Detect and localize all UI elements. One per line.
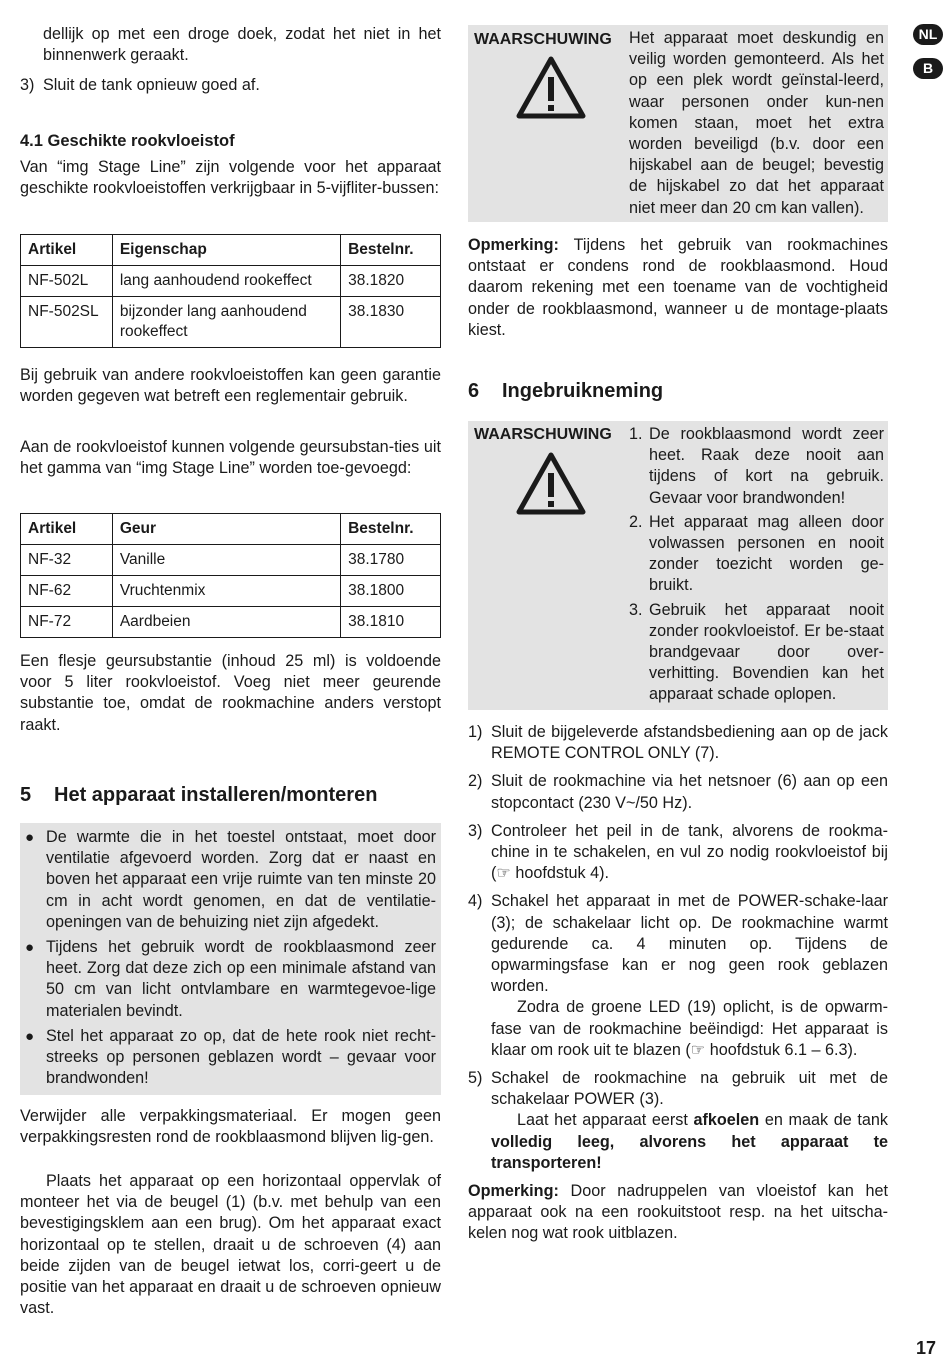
list-item xyxy=(25,827,436,933)
table-cell: 38.1830 xyxy=(341,297,441,348)
table-row xyxy=(21,545,441,576)
table-cell: 38.1810 xyxy=(341,607,441,638)
step-text: Sluit de rookmachine via het netsnoer (6) aan op een stopcontact (230 V~/50 Hz). xyxy=(491,772,888,812)
page-number: 17 xyxy=(916,1338,937,1358)
step-text: Schakel het apparaat in met de POWER-schake-laar (3); de schakelaar licht op. De rookmachine warmt gedurende ca. 4 minuten op. Tijdens de opwarmingsfase kan er nog geen rook geblazen worden. xyxy=(491,892,888,996)
bullet-text: De warmte die in het toestel ontstaat, moet door ventilatie afgevoerd worden. Zorg dat er naast en boven het apparaat een vrije ruimte van ten minste 20 cm in acht wordt genomen, en dat de ventilatie-openingen van de behuizing niet zijn afgedekt. xyxy=(46,828,436,931)
list-item xyxy=(25,1026,436,1090)
list-item xyxy=(25,937,436,1022)
step-3 xyxy=(20,75,441,96)
warning-box-mounting xyxy=(468,25,888,222)
intro-continuation: dellijk op met een droge doek, zodat het niet in het binnenwerk geraakt. xyxy=(43,25,441,65)
note-text: Tijdens het gebruik van rookmachines ontstaat er condens rond de rookblaasmond. Houd daarom rekening met een toename van de vochtigheid onder de rookblaasmond, wanneer u de montage-plaats kiest. xyxy=(468,236,888,339)
list-item xyxy=(468,722,888,764)
bullet-icon: ● xyxy=(25,1027,35,1045)
table-row xyxy=(21,297,441,348)
list-item xyxy=(468,891,888,1061)
warning-label: WAARSCHUWING xyxy=(474,31,612,48)
bullet-text: Tijdens het gebruik wordt de rookblaasmond zeer heet. Zorg dat deze zich op een minimale afstand van 50 cm van licht ontvlambare en warmtegevoe-lige materialen bevindt. xyxy=(46,938,436,1020)
table-cell: Aardbeien xyxy=(112,607,340,638)
text-run: Laat het apparaat eerst xyxy=(517,1111,694,1130)
item-text: De rookblaasmond wordt zeer heet. Raak deze nooit aan tijdens of kort na gebruik. Gevaar voor brandwonden! xyxy=(649,425,884,507)
warning-triangle-icon xyxy=(516,55,586,119)
step-text-group xyxy=(491,1068,888,1174)
list-item xyxy=(468,1068,888,1174)
warning-box-usage xyxy=(468,421,888,710)
bullet-icon: ● xyxy=(25,939,35,957)
language-badge-b: B xyxy=(913,58,943,79)
table-header: Bestelnr. xyxy=(341,514,441,545)
table-row xyxy=(21,607,441,638)
note-label: Opmerking: xyxy=(468,236,559,254)
table-header: Eigenschap xyxy=(112,235,340,266)
warning-triangle-icon xyxy=(516,451,586,515)
warning-list xyxy=(629,424,884,706)
list-item xyxy=(468,821,888,885)
table-header-row xyxy=(21,235,441,266)
note-label: Opmerking: xyxy=(468,1182,559,1201)
step-number: 5) xyxy=(468,1069,483,1088)
table-header: Artikel xyxy=(21,514,113,545)
table-cell: 38.1800 xyxy=(341,576,441,607)
section-title: Ingebruikneming xyxy=(502,380,664,402)
section-number: 5 xyxy=(20,784,32,806)
section-title: Het apparaat installeren/monteren xyxy=(54,784,378,806)
table-cell: Vruchtenmix xyxy=(112,576,340,607)
table-cell: Vanille xyxy=(112,545,340,576)
table-header: Bestelnr. xyxy=(341,235,441,266)
note-condens xyxy=(468,235,888,341)
table-cell: NF-72 xyxy=(21,607,113,638)
table-cell: 38.1780 xyxy=(341,545,441,576)
emphasis: afkoelen xyxy=(693,1111,760,1130)
list-item xyxy=(629,512,884,597)
table-cell: NF-502SL xyxy=(21,297,113,348)
table-header: Geur xyxy=(112,514,340,545)
section-5-heading xyxy=(20,785,377,806)
table-row xyxy=(21,576,441,607)
list-item xyxy=(629,424,884,509)
table-cell: lang aanhoudend rookeffect xyxy=(112,266,340,297)
warning-label: WAARSCHUWING xyxy=(474,426,612,443)
step-text-extra: Zodra de groene LED (19) oplicht, is de opwarm-fase van de rookmachine beëindigd: Het apparaat is klaar om rook uit te blazen (☞ hoofdstuk 6.1 – 6.3). xyxy=(491,998,888,1059)
table-row xyxy=(21,266,441,297)
step-text: Sluit de tank opnieuw goed af. xyxy=(43,76,260,94)
item-text: Het apparaat mag alleen door volwassen personen en nooit zonder toezicht worden ge-bruikt. xyxy=(649,512,884,595)
table-cell: NF-32 xyxy=(21,545,113,576)
section-4-1-heading: 4.1 Geschikte rookvloeistof xyxy=(20,132,235,150)
list-item xyxy=(468,771,888,813)
item-number: 3. xyxy=(629,600,643,619)
step-number: 1) xyxy=(468,723,483,741)
step-number: 3) xyxy=(468,821,483,840)
section-6-heading xyxy=(468,381,663,402)
bullet-icon: ● xyxy=(25,829,35,846)
step-number: 2) xyxy=(468,772,483,791)
note-nadruppelen xyxy=(468,1181,888,1245)
paragraph-geur: Aan de rookvloeistof kunnen volgende geursubstan-ties uit het gamma van “img Stage Line” worden toe-gevoegd: xyxy=(20,438,441,478)
table-cell: bijzonder lang aanhoudend rookeffect xyxy=(112,297,340,348)
emphasis: volledig leeg, alvorens het apparaat te transporteren! xyxy=(491,1132,888,1172)
bullet-text: Stel het apparaat zo op, dat de hete rook niet recht-streeks op personen geblazen wordt – gevaar voor brandwonden! xyxy=(46,1026,436,1088)
table-header: Artikel xyxy=(21,235,113,266)
step-text: Controleer het peil in de tank, alvorens de rookma-chine in te schakelen, en vul zo nodig rookvloeistof bij (☞ hoofdstuk 4). xyxy=(491,821,888,883)
warning-text: Het apparaat moet deskundig en veilig worden gemonteerd. Als het op een plek wordt geïnstal-leerd, waar personen onder kun-nen komen staan, moet het extra worden beveiligd (b.v. door een hijskabel aan de beugel; bevestig de hijskabel zo dat het apparaat niet meer dan 20 cm kan vallen). xyxy=(629,29,884,217)
section-number: 6 xyxy=(468,380,480,402)
note-text: Door nadruppelen van vloeistof kan het apparaat ook na een rookuitstoot resp. na het uitscha-kelen nog wat rook uitblazen. xyxy=(468,1182,888,1243)
table-cell: NF-62 xyxy=(21,576,113,607)
item-number: 2. xyxy=(629,512,643,531)
operation-steps xyxy=(468,722,888,1252)
table-header-row xyxy=(21,514,441,545)
scent-table xyxy=(20,513,441,638)
list-item xyxy=(629,600,884,706)
paragraph-plaats: Plaats het apparaat op een horizontaal oppervlak of monteer het via de beugel (1) (b.v. met behulp van een bevestigingsklem aan een brug). Om het apparaat exact horizontaal op te stellen, draait u de schroeven (4) aan beide zijden van de beugel ietwat los, corri-geert u de positie van het apparaat en draait u de schroeven opnieuw vast. xyxy=(20,1172,441,1318)
step-text-group xyxy=(491,891,888,1061)
step-number: 3) xyxy=(20,76,35,94)
step-text: Schakel de rookmachine na gebruik uit met de schakelaar POWER (3). xyxy=(491,1069,888,1109)
item-text: Gebruik het apparaat nooit zonder rookvloeistof. Er be-staat brandgevaar door over-verhitting. Bovendien kan het apparaat schade oplopen. xyxy=(649,600,884,704)
paragraph-verpakking: Verwijder alle verpakkingsmateriaal. Er mogen geen verpakkingsresten rond de rookblaasmond blijven lig-gen. xyxy=(20,1107,441,1147)
item-number: 1. xyxy=(629,425,643,443)
step-text: Sluit de bijgeleverde afstandsbediening aan op de jack REMOTE CONTROL ONLY (7). xyxy=(491,723,888,763)
table-cell: NF-502L xyxy=(21,266,113,297)
step-text-extra xyxy=(491,1110,888,1174)
language-badge-nl: NL xyxy=(913,24,943,45)
fluid-table xyxy=(20,234,441,348)
text-run: en maak de tank xyxy=(759,1111,889,1130)
paragraph-flesje: Een flesje geursubstantie (inhoud 25 ml) is voldoende voor 5 liter rookvloeistof. Voeg niet meer geurende substantie toe, omdat de rookmachine anders verstopt raakt. xyxy=(20,652,441,734)
table-cell: 38.1820 xyxy=(341,266,441,297)
safety-bullets-box xyxy=(20,823,441,1095)
section-4-1-intro: Van “img Stage Line” zijn volgende voor het apparaat geschikte rookvloeistoffen verkrijgbaar in 5-vijfliter-bussen: xyxy=(20,158,441,198)
step-number: 4) xyxy=(468,892,483,911)
paragraph-garantie: Bij gebruik van andere rookvloeistoffen kan geen garantie worden gegeven wat betreft een reglementair gebruik. xyxy=(20,366,441,406)
